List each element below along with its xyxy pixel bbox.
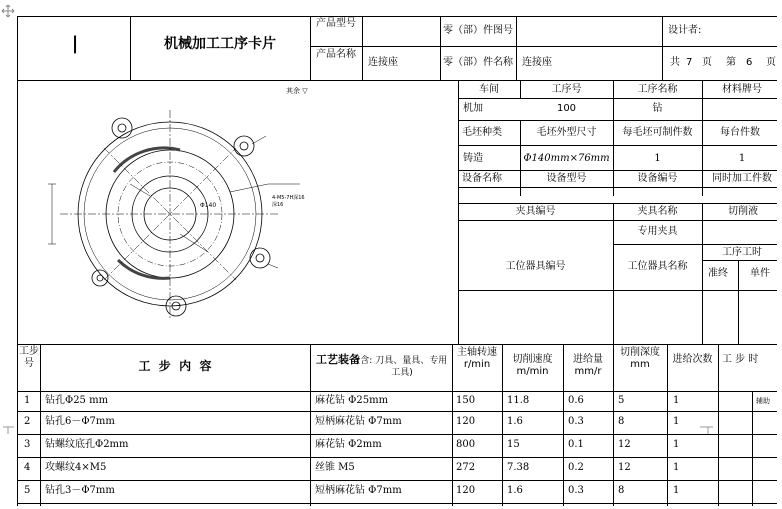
total-pages-value: 7 xyxy=(686,57,693,68)
step-cell-tool: 麻花钻 Φ2mm xyxy=(315,439,382,450)
step-cell-no: 1 xyxy=(24,395,31,406)
step-content-header: 工 步 内 容 xyxy=(138,359,212,373)
step-cell-feed: 0.6 xyxy=(568,395,584,406)
op-name-value: 钻 xyxy=(652,103,663,114)
material-label: 材料牌号 xyxy=(722,84,762,95)
move-handle-icon[interactable] xyxy=(2,2,14,14)
step-cell-speed: 1.6 xyxy=(507,416,523,427)
equip-name-label: 设备名称 xyxy=(462,173,502,184)
step-cell-feed: 0.1 xyxy=(568,439,584,450)
step-cell-no: 5 xyxy=(24,485,31,496)
depth-header: 切削深度 mm xyxy=(620,347,660,370)
step-cell-tool: 麻花钻 Φ25mm xyxy=(315,395,389,406)
workshop-value: 机加 xyxy=(463,103,483,114)
parts-per-unit-value: 1 xyxy=(738,153,746,164)
table-border xyxy=(17,16,777,17)
equip-no-label: 设备编号 xyxy=(637,173,678,184)
step-cell-feed: 0.3 xyxy=(568,485,584,496)
step-cell-content: 钻孔Φ25 mm xyxy=(45,395,109,406)
part-name-value: 连接座 xyxy=(522,57,552,68)
step-cell-depth: 5 xyxy=(618,395,625,406)
station-tool-no-label: 工位器具编号 xyxy=(505,261,566,272)
dim-depth: 深16 xyxy=(272,202,284,208)
product-model-label: 产品型号 xyxy=(316,18,356,29)
total-pages-label: 共 xyxy=(670,57,680,68)
step-cell-passes: 1 xyxy=(673,462,680,473)
step-cell-content: 钻孔3－Φ7mm xyxy=(45,485,115,496)
unit-label: 单件 xyxy=(750,268,770,279)
step-cell-speed: 1.6 xyxy=(507,485,523,496)
step-cell-no: 3 xyxy=(24,439,31,450)
part-drawing xyxy=(30,84,330,340)
parts-per-blank-label: 每毛坯可制件数 xyxy=(622,127,693,138)
passes-header: 进给次数 xyxy=(672,354,713,365)
parts-per-blank-value: 1 xyxy=(654,153,661,164)
step-cell-feed: 0.3 xyxy=(568,416,584,427)
fixture-name-value: 专用夹具 xyxy=(637,226,678,237)
step-cell-depth: 8 xyxy=(618,416,625,427)
equip-model-label: 设备型号 xyxy=(546,173,587,184)
equipment-sub-header: (含: 刀具、量具、专用工具) xyxy=(356,356,448,378)
crop-mark-icon xyxy=(3,419,15,431)
step-cell-depth: 12 xyxy=(618,439,631,450)
blank-size-label: 毛坯外型尺寸 xyxy=(536,127,597,138)
cut-speed-header: 切削速度 m/min xyxy=(512,354,553,377)
step-cell-speed: 7.38 xyxy=(507,462,530,473)
parts-per-unit-label: 每台件数 xyxy=(720,127,760,138)
step-cell-spindle: 120 xyxy=(456,485,476,496)
step-cell-content: 钻孔6－Φ7mm xyxy=(45,416,115,427)
page-unit: 页 xyxy=(702,57,712,68)
step-cell-content: 攻螺纹4×M5 xyxy=(45,462,107,473)
op-no-label: 工序号 xyxy=(551,84,582,95)
blank-type-label: 毛坯种类 xyxy=(462,127,502,138)
crop-mark-icon xyxy=(700,419,714,431)
op-name-label: 工序名称 xyxy=(637,84,678,95)
logo-mark: | xyxy=(71,33,79,54)
step-cell-no: 4 xyxy=(24,462,31,473)
step-cell-tool: 短柄麻花钻 Φ7mm xyxy=(315,485,402,496)
fixture-no-label: 夹具编号 xyxy=(515,206,556,217)
step-cell-spindle: 800 xyxy=(456,439,476,450)
station-tool-name-label: 工位器具名称 xyxy=(627,261,688,272)
page-unit: 页 xyxy=(766,57,776,68)
card-title: 机械加工工序卡片 xyxy=(164,36,276,52)
workshop-label: 车间 xyxy=(479,84,499,95)
blank-type-value: 铸造 xyxy=(463,153,483,164)
step-cell-content: 钻螺纹底孔Φ2mm xyxy=(45,439,129,450)
op-no-value: 100 xyxy=(556,103,577,114)
step-cell-speed: 11.8 xyxy=(507,395,530,406)
step-cell-depth: 12 xyxy=(618,462,631,473)
equipment-header: 工艺装备 xyxy=(316,353,360,366)
dim-thread: 4-M5-7H深16 xyxy=(272,195,305,201)
coolant-label: 切削液 xyxy=(728,206,758,217)
step-cell-spindle: 120 xyxy=(456,416,476,427)
step-cell-feed: 0.2 xyxy=(568,462,584,473)
op-time-label: 工序工时 xyxy=(722,247,762,258)
setup-label: 准终 xyxy=(708,268,728,279)
step-cell-passes: 1 xyxy=(673,395,680,406)
feed-header: 进给量 mm/r xyxy=(573,354,603,377)
blank-size-value: Φ140mm×76mm xyxy=(523,153,610,164)
step-cell-passes: 1 xyxy=(673,439,680,450)
step-cell-no: 2 xyxy=(24,416,31,427)
step-cell-tool: 丝锥 M5 xyxy=(315,462,355,473)
step-cell-passes: 1 xyxy=(673,416,680,427)
part-drawing-no-label: 零（部）件图号 xyxy=(443,25,513,36)
step-cell-spindle: 272 xyxy=(456,462,476,473)
spindle-header: 主轴转速 r/min xyxy=(457,347,497,370)
step-cell-passes: 1 xyxy=(673,485,680,496)
step-no-header: 工步号 xyxy=(19,346,39,369)
product-name-label: 产品名称 xyxy=(316,49,356,60)
step-cell-tool: 短柄麻花钻 Φ7mm xyxy=(315,416,402,427)
step-cell-spindle: 150 xyxy=(456,395,476,406)
part-name-label: 零（部）件名称 xyxy=(443,57,513,68)
designer-label: 设计者: xyxy=(668,25,702,36)
dim-diameter: Φ140 xyxy=(200,202,217,209)
roughness-note: 其余 ▽ xyxy=(286,87,308,95)
simultaneous-label: 同时加工件数 xyxy=(712,173,772,184)
step-cell-depth: 8 xyxy=(618,485,625,496)
page-no-value: 6 xyxy=(746,57,753,68)
step-cell-speed: 15 xyxy=(507,439,520,450)
table-border xyxy=(17,16,18,506)
fixture-name-label: 夹具名称 xyxy=(637,206,678,217)
product-name-value: 连接座 xyxy=(368,57,398,68)
mechanic-label: 辅助 xyxy=(756,397,770,405)
step-time-header: 工 步 时 xyxy=(722,354,759,365)
page-no-label: 第 xyxy=(726,57,736,68)
